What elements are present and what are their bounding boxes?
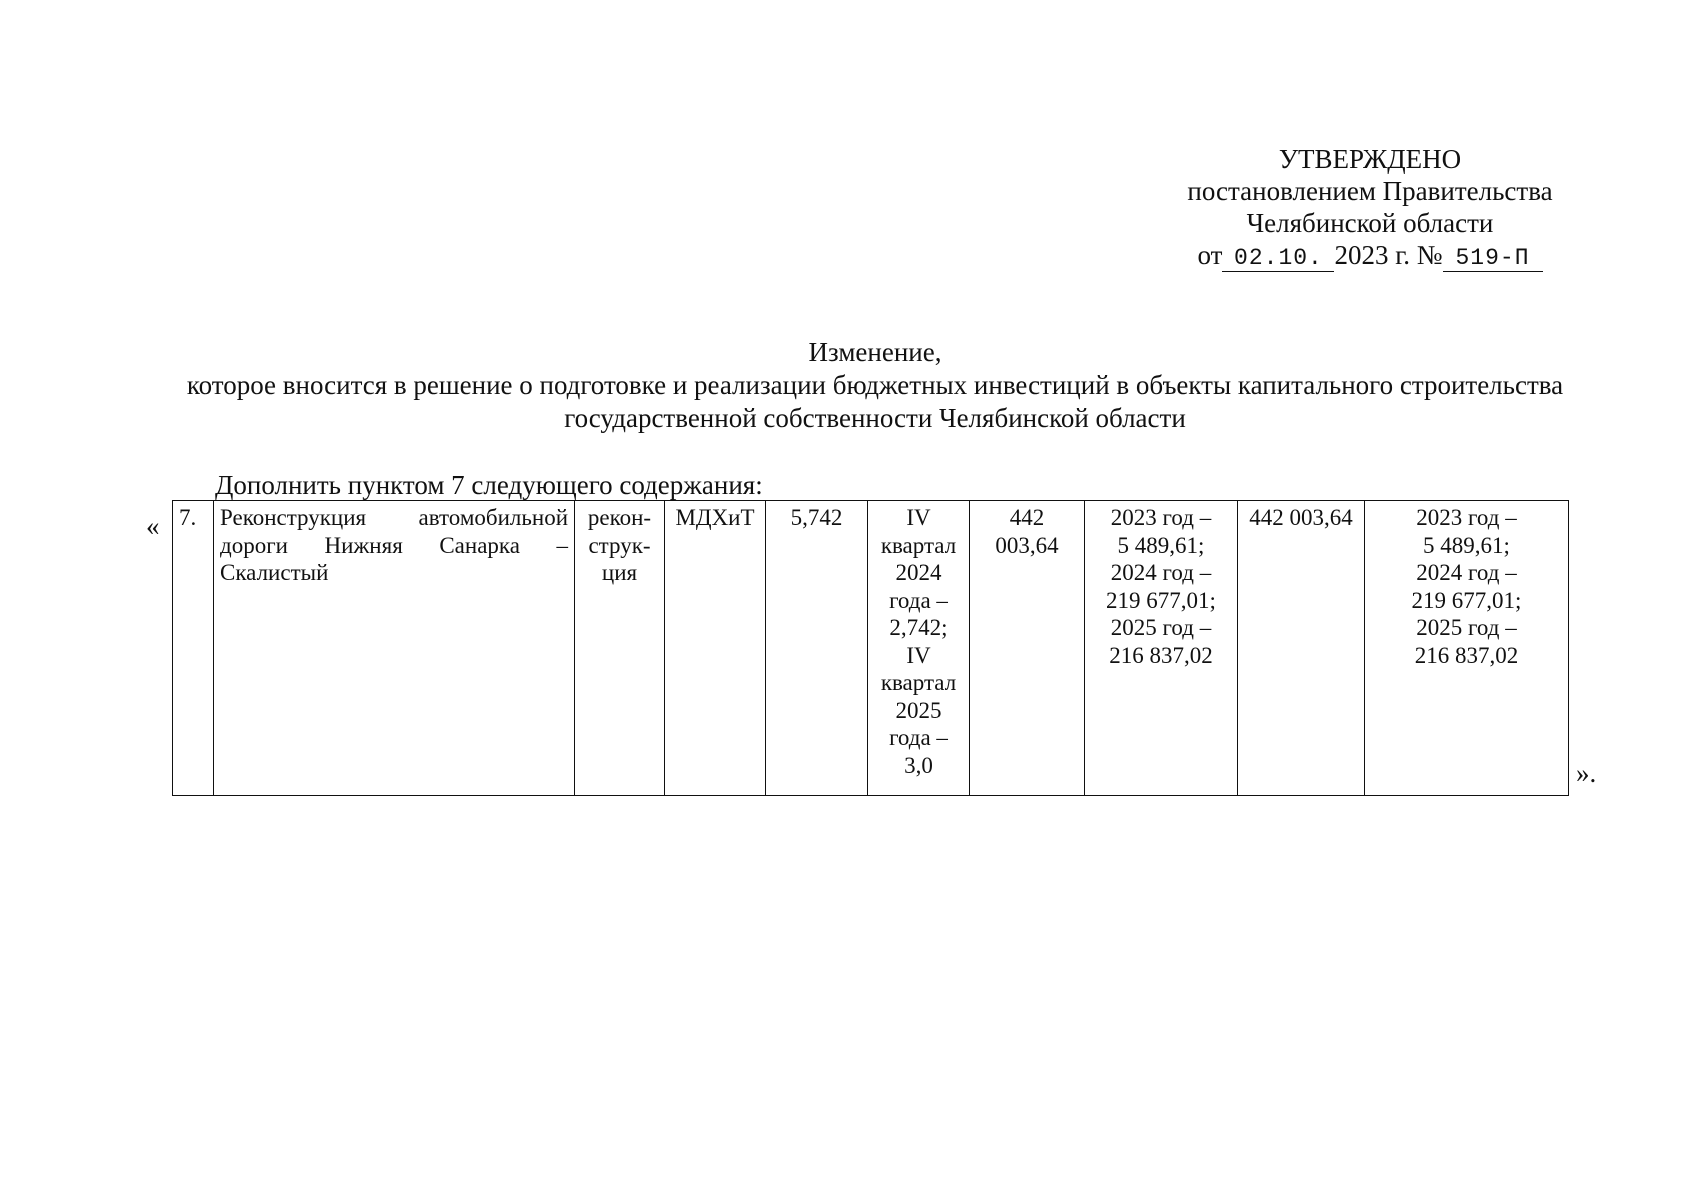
work-type: рекон- струк- ция [575, 501, 665, 796]
developer: МДХиТ [665, 501, 766, 796]
capacity: 5,742 [766, 501, 868, 796]
object-name: Реконструкция автомобильной дороги Нижняя Санарка – Скалистый [214, 501, 575, 796]
title-line-1: Изменение, [808, 337, 942, 367]
table-row [173, 501, 1569, 796]
date-prefix: от [1197, 240, 1223, 270]
year-text: 2023 г. № [1334, 240, 1443, 270]
cost-by-year: 2023 год – 5 489,61; 2024 год – 219 677,01; 2025 год – 216 837,02 [1085, 501, 1238, 796]
approval-stamp [1150, 143, 1590, 272]
title-line-2: которое вносится в решение о подготовке и реализации бюджетных инвестиций в объекты капитального строительства [186, 370, 1564, 400]
investment-total: 442 003,64 [1238, 501, 1365, 796]
approval-date: 02.10. [1222, 245, 1334, 272]
commissioning-schedule: IV квартал 2024 года – 2,742; IV квартал 2025 года – 3,0 [868, 501, 970, 796]
supplement-text: Дополнить пунктом 7 следующего содержания: [215, 470, 763, 500]
approval-number: 519-П [1443, 245, 1543, 272]
approval-heading: УТВЕРЖДЕНО [1278, 144, 1462, 174]
document-title [100, 336, 1650, 435]
estimated-cost: 442 003,64 [970, 501, 1085, 796]
investment-by-year: 2023 год – 5 489,61; 2024 год – 219 677,01; 2025 год – 216 837,02 [1365, 501, 1569, 796]
row-number: 7. [173, 501, 214, 796]
investment-table [172, 500, 1569, 796]
title-line-3: государственной собственности Челябинской области [564, 403, 1186, 433]
approval-date-line [1150, 239, 1590, 272]
closing-quote: ». [1576, 758, 1597, 788]
opening-quote: « [146, 511, 160, 541]
approval-line-1: постановлением Правительства [1187, 176, 1553, 206]
approval-line-2: Челябинской области [1246, 208, 1494, 238]
